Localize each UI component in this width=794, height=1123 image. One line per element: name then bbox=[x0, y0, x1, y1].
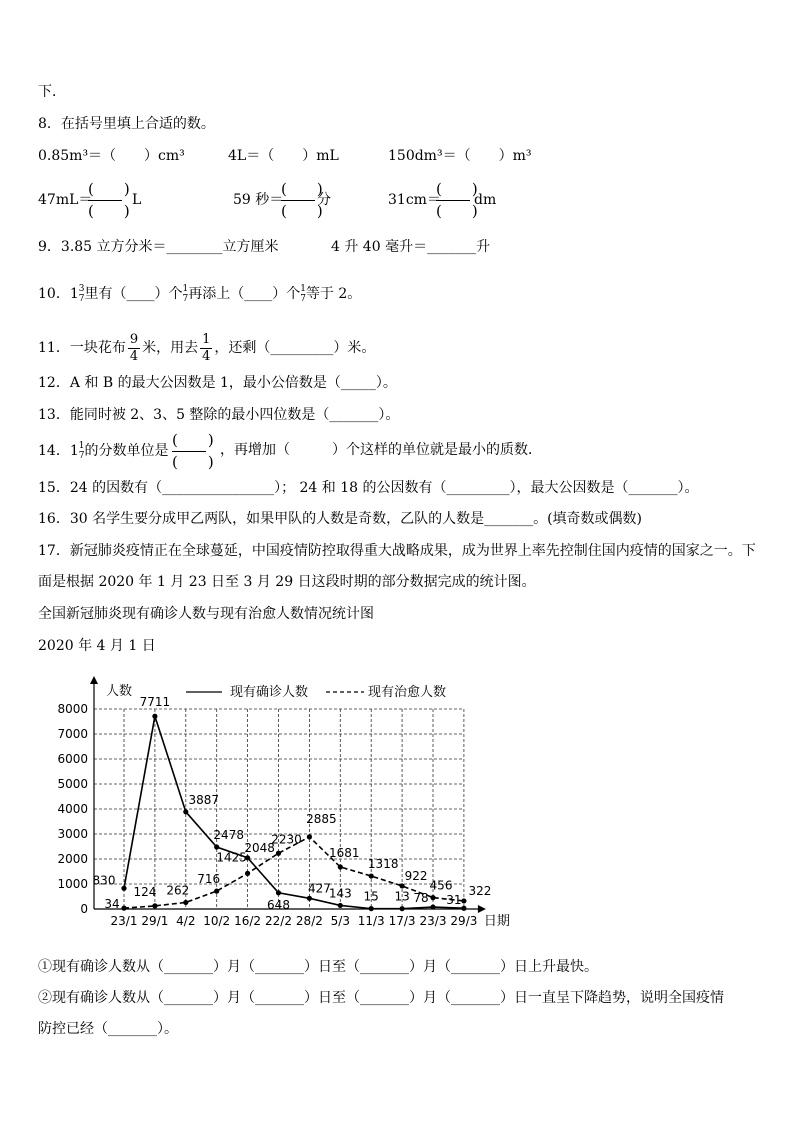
legend-cured-label: 现有治愈人数 bbox=[368, 685, 447, 700]
y-tick-label: 3000 bbox=[57, 827, 88, 841]
y-axis-label: 人数 bbox=[106, 684, 133, 699]
confirmed-data-label: 13 bbox=[394, 889, 410, 904]
cured-point bbox=[400, 883, 405, 888]
q8-item-a: 0.85m³＝（ ）cm³ bbox=[38, 148, 185, 164]
y-tick-label: 0 bbox=[80, 902, 88, 916]
cured-data-label: 2230 bbox=[271, 832, 302, 847]
question-8: 8．在括号里填上合适的数。 bbox=[38, 116, 215, 132]
x-tick-label: 23/1 bbox=[110, 914, 138, 928]
cured-point bbox=[245, 871, 250, 876]
question-14-b: ，再增加（ ）个这样的单位就是最小的质数． bbox=[220, 442, 542, 458]
x-tick-label: 4/2 bbox=[176, 914, 196, 928]
cured-point bbox=[307, 834, 312, 839]
x-tick-label: 16/2 bbox=[234, 914, 262, 928]
confirmed-data-label: 2048 bbox=[244, 840, 275, 855]
confirmed-data-label: 830 bbox=[92, 873, 116, 888]
question-12: 12．A 和 B 的最大公因数是 1，最小公倍数是（_____）。 bbox=[38, 375, 397, 391]
confirmed-point bbox=[183, 809, 188, 814]
q8-item-d-post: L bbox=[132, 192, 142, 208]
cured-data-label: 1681 bbox=[329, 845, 360, 860]
y-tick-label: 7000 bbox=[57, 727, 88, 741]
cured-data-label: 322 bbox=[468, 883, 492, 898]
x-tick-label: 22/2 bbox=[265, 914, 292, 928]
cured-point bbox=[121, 906, 126, 911]
confirmed-point bbox=[461, 906, 466, 911]
cured-data-label: 1318 bbox=[367, 857, 399, 872]
question-17-line-1: 17．新冠肺炎疫情正在全球蔓延，中国疫情防控取得重大战略成果，成为世界上率先控制住国内疫情的国家之一。下 bbox=[38, 543, 756, 559]
sub-question-2-line-2: 防控已经（_______）。 bbox=[38, 1021, 178, 1037]
q8-item-e-post: 分 bbox=[317, 192, 331, 208]
sub-question-2-line-1: ②现有确诊人数从（_______）月（_______）日至（_______）月（_______）日一直呈下降趋势，说明全国疫情 bbox=[38, 990, 724, 1006]
x-tick-label: 28/2 bbox=[295, 914, 323, 928]
q8-item-e-pre: 59 秒＝ bbox=[233, 192, 284, 208]
confirmed-data-label: 2478 bbox=[213, 828, 244, 843]
x-tick-label: 11/3 bbox=[357, 914, 385, 928]
cured-data-label: 922 bbox=[404, 868, 428, 883]
x-tick-label: 5/3 bbox=[330, 914, 350, 928]
cured-data-label: 34 bbox=[104, 897, 120, 912]
x-axis-label: 日期 bbox=[483, 914, 510, 929]
confirmed-data-label: 3887 bbox=[188, 792, 220, 807]
q8-item-e-fraction: ( ) ( ) bbox=[281, 180, 323, 220]
confirmed-point bbox=[121, 886, 126, 891]
question-13: 13．能同时被 2、3、5 整除的最小四位数是（_______）。 bbox=[38, 407, 400, 423]
confirmed-point bbox=[307, 896, 312, 901]
question-16: 16．30 名学生要分成甲乙两队，如果甲队的人数是奇数，乙队的人数是_______。(填奇数或偶数) bbox=[38, 511, 643, 527]
y-tick-label: 5000 bbox=[57, 777, 88, 791]
confirmed-data-label: 15 bbox=[363, 889, 379, 904]
x-tick-label: 29/3 bbox=[450, 914, 478, 928]
cured-data-label: 716 bbox=[197, 872, 221, 887]
confirmed-data-label: 78 bbox=[413, 891, 429, 906]
confirmed-data-label: 143 bbox=[328, 886, 352, 901]
q8-item-f-post: dm bbox=[474, 192, 497, 208]
question-15: 15．24 的因数有（________________）； 24 和 18 的公因数有（_________），最大公因数是（_______）。 bbox=[38, 480, 699, 496]
cured-point bbox=[369, 873, 374, 878]
x-tick-label: 29/1 bbox=[141, 914, 169, 928]
y-tick-label: 2000 bbox=[57, 852, 88, 866]
cured-data-label: 124 bbox=[133, 884, 157, 899]
question-9-b: 4 升 40 毫升＝_______升 bbox=[331, 239, 491, 255]
line-continuation: 下． bbox=[38, 84, 66, 100]
cured-point bbox=[276, 851, 281, 856]
confirmed-data-label: 427 bbox=[307, 881, 331, 896]
cured-point bbox=[152, 903, 157, 908]
sub-question-1: ①现有确诊人数从（_______）月（_______）日至（_______）月（_______）日上升最快。 bbox=[38, 959, 598, 975]
confirmed-data-label: 31 bbox=[446, 893, 462, 908]
question-14-a: 14．11 7的分数单位是 bbox=[38, 441, 169, 461]
q8-item-d-fraction: ( ) ( ) bbox=[88, 180, 130, 220]
question-14-fraction: ( ) ( ) bbox=[172, 431, 214, 471]
x-tick-label: 10/2 bbox=[203, 914, 231, 928]
y-tick-label: 4000 bbox=[57, 802, 88, 816]
confirmed-point bbox=[152, 714, 157, 719]
cured-data-label: 1425 bbox=[216, 850, 247, 865]
confirmed-point bbox=[369, 906, 374, 911]
chart-caption: 全国新冠肺炎现有确诊人数与现有治愈人数情况统计图 bbox=[38, 606, 374, 622]
q8-item-b: 4L＝（ ）mL bbox=[228, 148, 339, 164]
q8-item-d-pre: 47mL＝ bbox=[38, 192, 93, 208]
confirmed-point bbox=[430, 904, 435, 909]
cured-point bbox=[214, 889, 219, 894]
y-axis-arrow bbox=[90, 676, 98, 684]
y-tick-label: 8000 bbox=[57, 702, 88, 716]
question-9-a: 9．3.85 立方分米＝________立方厘米 bbox=[38, 239, 279, 255]
q8-item-c: 150dm³＝（ ）m³ bbox=[388, 148, 532, 164]
cured-point bbox=[461, 898, 466, 903]
cured-data-label: 262 bbox=[166, 883, 190, 898]
question-17-line-2: 面是根据 2020 年 1 月 23 日至 3 月 29 日这段时期的部分数据完成的统计图。 bbox=[38, 574, 536, 590]
q8-item-f-fraction: ( ) ( ) bbox=[436, 180, 478, 220]
cured-data-label: 2885 bbox=[306, 811, 337, 826]
x-tick-label: 17/3 bbox=[388, 914, 416, 928]
x-axis-arrow bbox=[478, 905, 486, 913]
cured-point bbox=[430, 895, 435, 900]
question-11: 11．一块花布 $\frac{9}{4}$ 米，用去 $\frac{1}{4}$ ，还剩（_________）米。 bbox=[38, 331, 376, 364]
cured-point bbox=[338, 864, 343, 869]
confirmed-point bbox=[214, 844, 219, 849]
confirmed-point bbox=[400, 906, 405, 911]
line-chart bbox=[30, 670, 530, 935]
confirmed-point bbox=[276, 890, 281, 895]
x-tick-label: 23/3 bbox=[419, 914, 447, 928]
confirmed-data-label: 648 bbox=[267, 897, 290, 912]
y-tick-label: 1000 bbox=[57, 877, 88, 891]
cured-data-label: 456 bbox=[429, 878, 453, 893]
question-10: 10．13 7里有（____）个1 7再添上（____）个1 7等于 2。 bbox=[38, 284, 362, 304]
legend-confirmed-label: 现有确诊人数 bbox=[230, 685, 309, 700]
confirmed-point bbox=[338, 903, 343, 908]
y-tick-label: 6000 bbox=[57, 752, 88, 766]
q8-item-f-pre: 31cm＝ bbox=[388, 192, 441, 208]
chart-date: 2020 年 4 月 1 日 bbox=[38, 638, 156, 654]
confirmed-data-label: 7711 bbox=[139, 695, 171, 710]
cured-point bbox=[183, 900, 188, 905]
